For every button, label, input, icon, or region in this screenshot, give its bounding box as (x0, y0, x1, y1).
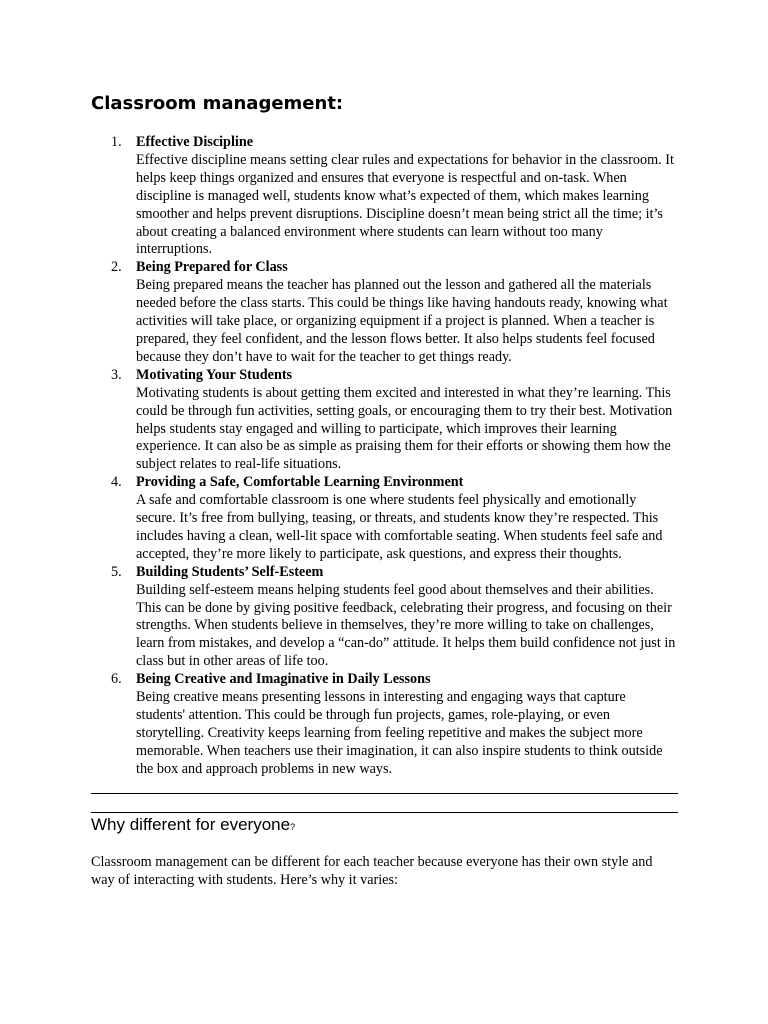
section-paragraph: Classroom management can be different for each teacher because everyone has their own style and way of interacting with students. Here’s why it varies: (91, 854, 653, 888)
list-item-title: Being Creative and Imaginative in Daily Lessons (136, 671, 431, 688)
list-item-number: 4. (111, 474, 122, 491)
list-item-title: Providing a Safe, Comfortable Learning Environment (136, 474, 464, 491)
list-item-number: 5. (111, 563, 122, 580)
list-item-body: Being prepared means the teacher has planned out the lesson and gathered all the materials needed before the class starts. This could be things like having handouts ready, knowing what activities will take place, or organizing equipment if a project is planned. When a teacher is prepared, they feel confident, and the lesson flows better. It also helps students feel focused because they don’t have to wait for the teacher to get things ready. (136, 277, 668, 365)
list-item-title: Being Prepared for Class (136, 259, 288, 276)
list-item-title: Building Students’ Self-Esteem (136, 563, 324, 580)
list-item (91, 671, 678, 778)
list-item-number: 3. (111, 366, 122, 383)
list-item-body: A safe and comfortable classroom is one where students feel physically and emotionally secure. It’s free from bullying, teasing, or threats, and students know they’re respected. This includes having a clean, well-lit space with comfortable seating. When students feel safe and accepted, they’re more likely to participate, ask questions, and express their thoughts. (136, 492, 663, 562)
list-item (91, 367, 678, 474)
list-item-title: Motivating Your Students (136, 366, 293, 383)
list-item-number: 2. (111, 259, 122, 276)
section-heading (91, 814, 295, 838)
list-item (91, 474, 678, 564)
list-item-body: Building self-esteem means helping students feel good about themselves and their abilities. This can be done by giving positive feedback, celebrating their progress, and focusing on their strengths. When students believe in themselves, they’re more willing to take on challenges, learn from mistakes, and develop a “can-do” attitude. It helps them build confidence not just in class but in other areas of life too. (136, 581, 676, 670)
horizontal-rule (91, 812, 678, 813)
list-item-title: Effective Discipline (136, 134, 254, 150)
list-item-number: 6. (111, 671, 122, 688)
list-item (91, 134, 678, 259)
list-item-body: Motivating students is about getting them excited and interested in what they’re learning. This could be through fun activities, setting goals, or encouraging them to try their best. Motivation helps students stay engaged and willing to participate, which improves their learning experience. It can also be as simple as praising them for their efforts or showing them how the subject relates to real-life situations. (136, 384, 673, 473)
list-item-body: Being creative means presenting lessons in interesting and engaging ways that capture students' attention. This could be through fun projects, games, role-playing, or even storytelling. Creativity keeps learning from feeling repetitive and makes the subject more memorable. When teachers use their imagination, it can also inspire students to think outside the box and approach problems in new ways. (136, 689, 663, 777)
section-heading-mark: ? (290, 822, 296, 832)
numbered-list (91, 134, 678, 779)
section-heading-text: Why different for everyone (91, 815, 291, 834)
list-item (91, 564, 678, 671)
horizontal-rule (91, 793, 678, 794)
page-title: Classroom management: (91, 93, 344, 114)
list-item-body: Effective discipline means setting clear rules and expectations for behavior in the classroom. It helps keep things organized and ensures that everyone is respectful and on-task. When discipline is managed well, students know what’s expected of them, which makes learning smoother and helps prevent disruptions. Discipline doesn’t mean being strict all the time; it’s about creating a balanced environment where students can learn without too many interruptions. (136, 151, 674, 258)
list-item (91, 259, 678, 366)
list-item-number: 1. (111, 134, 122, 150)
